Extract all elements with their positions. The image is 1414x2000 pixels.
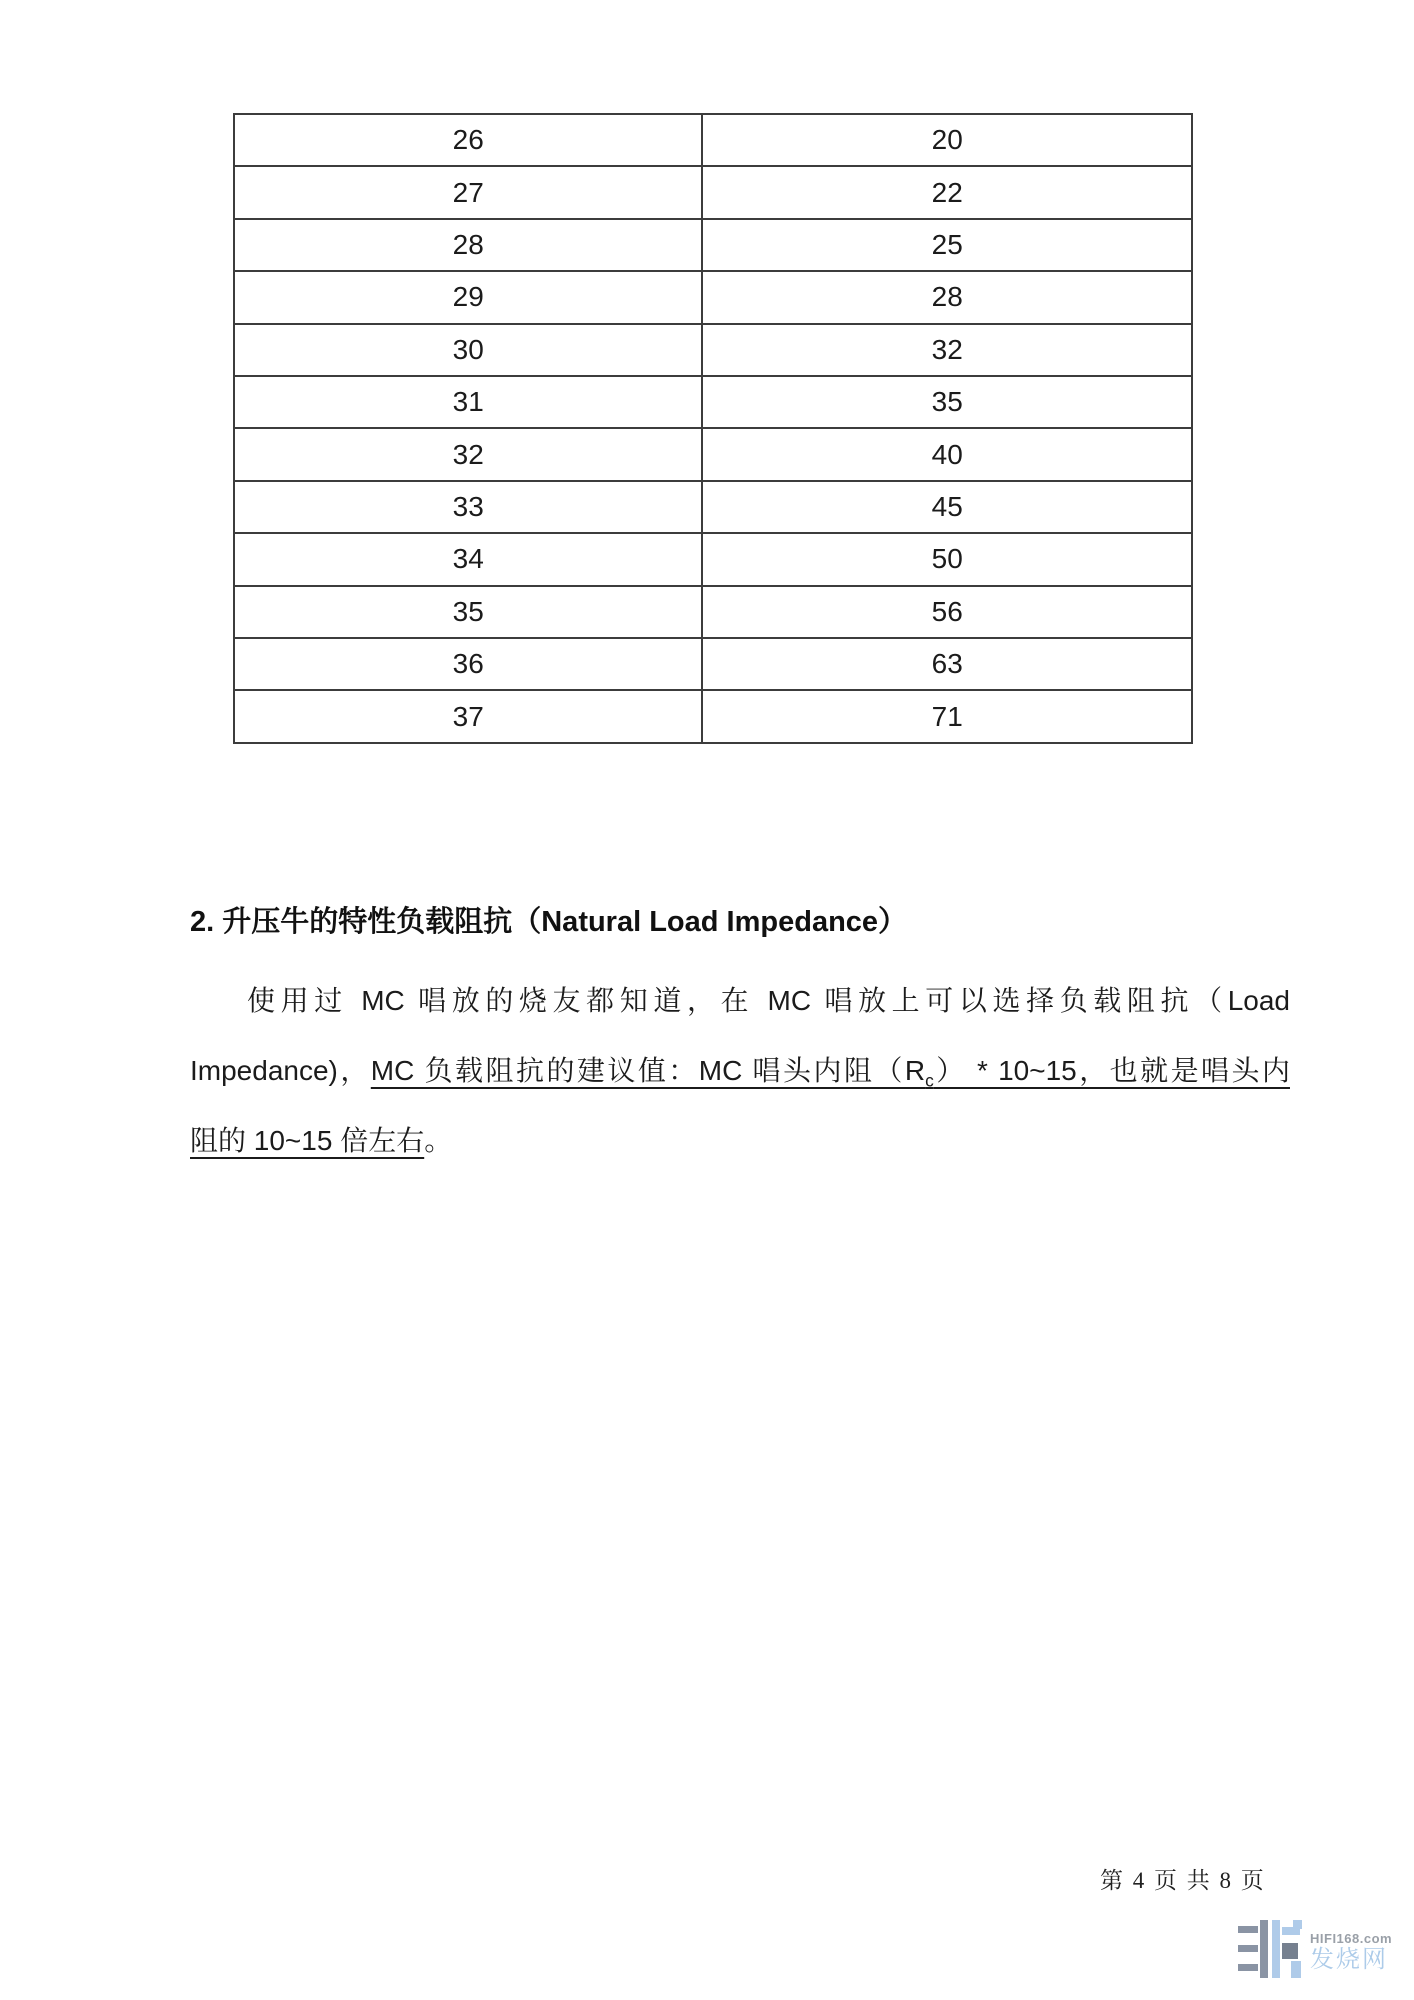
table-cell: 63 <box>702 638 1192 690</box>
table-cell: 40 <box>702 428 1192 480</box>
table-cell: 37 <box>234 690 702 743</box>
hifi168-watermark <box>1238 1920 1414 1982</box>
table-cell: 35 <box>234 586 702 638</box>
table-cell: 32 <box>702 324 1192 376</box>
table-cell: 26 <box>234 114 702 166</box>
table-cell: 22 <box>702 166 1192 218</box>
hifi168-logo-icon <box>1238 1920 1302 1978</box>
table-row <box>234 219 1192 271</box>
table-cell: 36 <box>234 638 702 690</box>
underlined-text: ） * 10~15，也就是唱头内 <box>933 1055 1290 1086</box>
table-cell: 29 <box>234 271 702 323</box>
table-cell: 28 <box>234 219 702 271</box>
table-row <box>234 428 1192 480</box>
table-row <box>234 114 1192 166</box>
table-cell: 28 <box>702 271 1192 323</box>
table-row <box>234 271 1192 323</box>
body-paragraph <box>190 966 1290 1176</box>
table-cell: 35 <box>702 376 1192 428</box>
table-cell: 50 <box>702 533 1192 585</box>
text-segment: 使用过 MC 唱放的烧友都知道，在 MC 唱放上可以选择负载阻抗（Load <box>247 985 1290 1016</box>
impedance-table-body <box>234 114 1192 743</box>
table-cell: 33 <box>234 481 702 533</box>
underlined-text: MC 负载阻抗的建议值：MC 唱头内阻（R <box>370 1055 926 1086</box>
table-row <box>234 533 1192 585</box>
table-cell: 71 <box>702 690 1192 743</box>
paragraph-line <box>190 1106 1290 1176</box>
page-number-footer: 第 4 页 共 8 页 <box>1100 1868 1266 1893</box>
table-cell: 31 <box>234 376 702 428</box>
watermark-site-text: 发烧网 <box>1310 1946 1388 1973</box>
table-row <box>234 376 1192 428</box>
text-segment: Impedance)， <box>190 1055 371 1086</box>
table-row <box>234 324 1192 376</box>
table-cell: 25 <box>702 219 1192 271</box>
table-cell: 45 <box>702 481 1192 533</box>
table-row <box>234 690 1192 743</box>
table-cell: 27 <box>234 166 702 218</box>
text-segment: 。 <box>424 1125 453 1156</box>
underlined-text: 阻的 10~15 倍左右 <box>190 1125 425 1156</box>
table-cell: 56 <box>702 586 1192 638</box>
table-cell: 20 <box>702 114 1192 166</box>
section-heading: 2. 升压牛的特性负载阻抗（Natural Load Impedance） <box>190 906 908 938</box>
watermark-brand-text: HIFI168.com <box>1310 1931 1393 1946</box>
table-row <box>234 638 1192 690</box>
table-cell: 32 <box>234 428 702 480</box>
table-cell: 30 <box>234 324 702 376</box>
paragraph-line <box>190 1036 1290 1106</box>
table-row <box>234 586 1192 638</box>
impedance-table <box>233 113 1193 744</box>
underlined-text: c <box>925 1070 934 1091</box>
paragraph-line <box>190 966 1290 1036</box>
table-row <box>234 481 1192 533</box>
table-cell: 34 <box>234 533 702 585</box>
table-row <box>234 166 1192 218</box>
